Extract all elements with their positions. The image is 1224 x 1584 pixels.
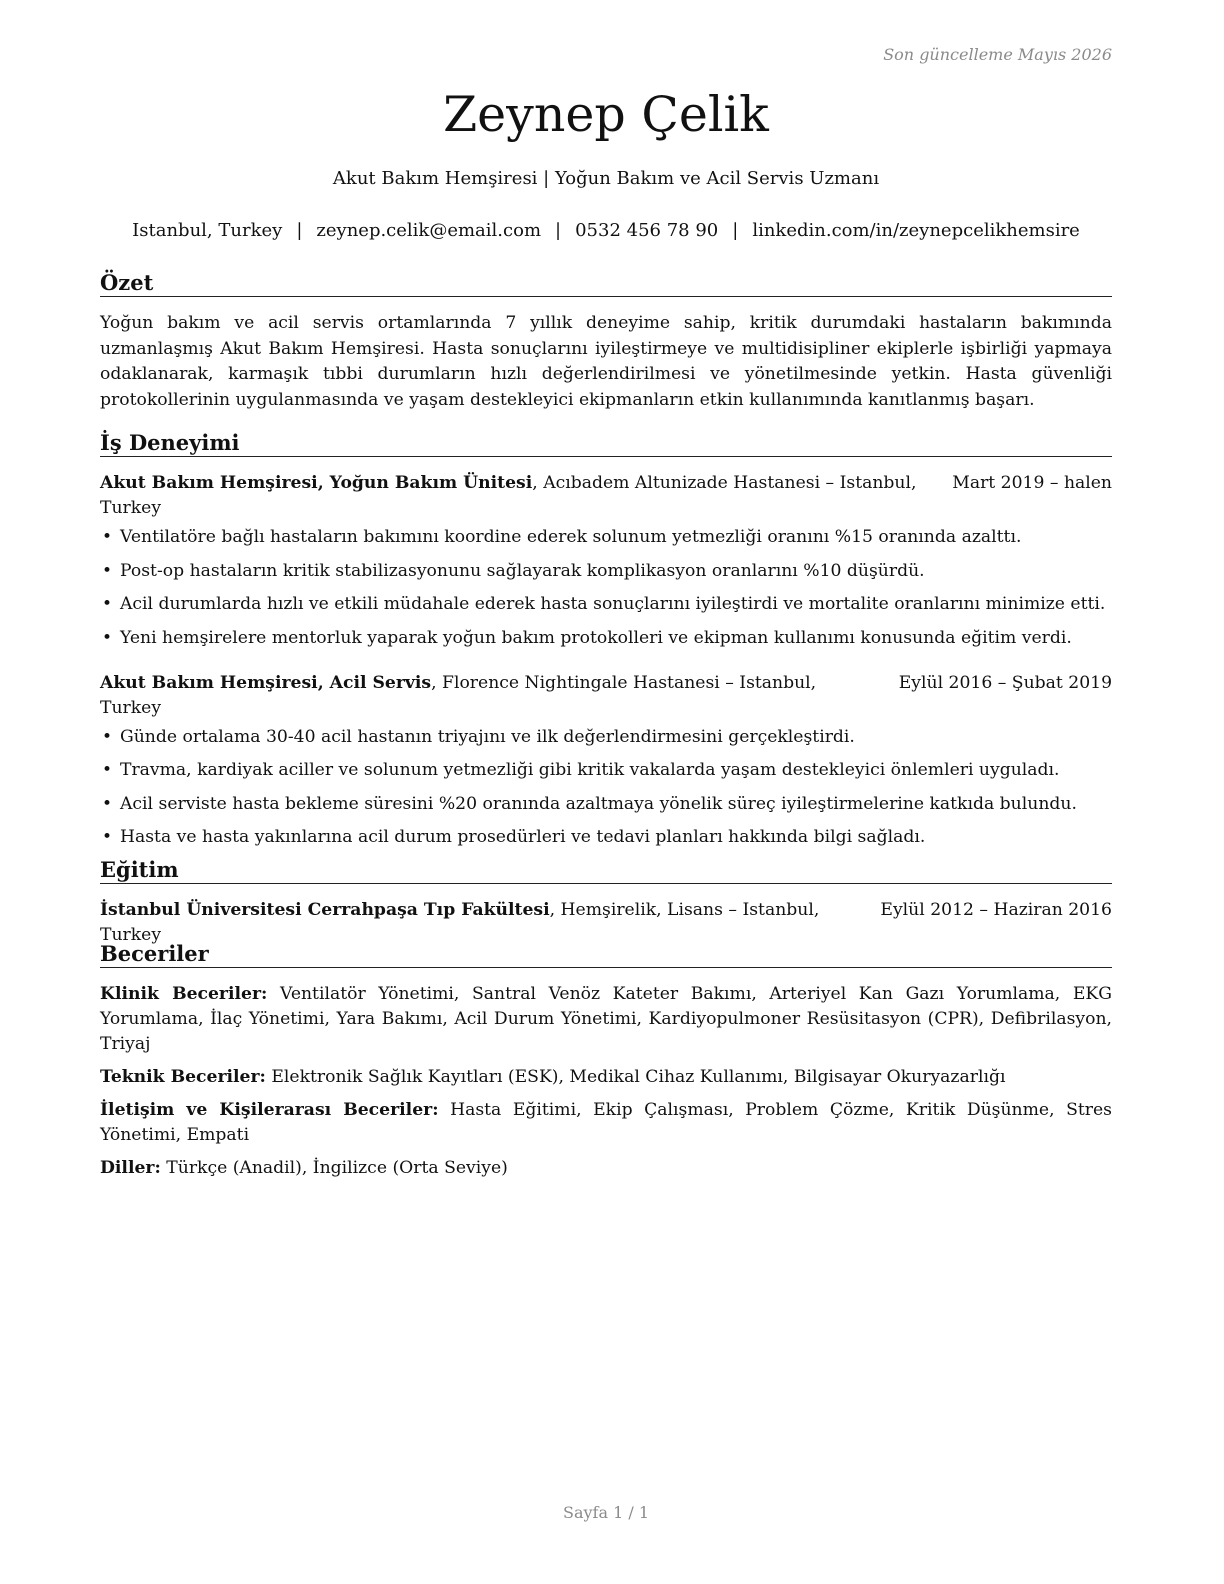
skill-label: Teknik Beceriler: — [100, 1067, 266, 1088]
job-bullet-list — [100, 725, 1112, 851]
job-role: Akut Bakım Hemşiresi, Acil Servis — [100, 672, 432, 693]
education-section — [100, 857, 1112, 948]
job-entry — [100, 671, 1112, 851]
section-title-summary: Özet — [100, 270, 1112, 297]
job-dates: Eylül 2016 – Şubat 2019 — [898, 672, 1112, 693]
page-number: Sayfa 1 / 1 — [562, 1503, 649, 1522]
job-bullet: • Hasta ve hasta yakınlarına acil durum prosedürleri ve tedavi planları hakkında bilgi sağladı. — [100, 825, 1112, 850]
section-title-experience: İş Deneyimi — [100, 430, 1112, 457]
skill-row-communication — [100, 1098, 1112, 1148]
skill-text: Türkçe (Anadil), İngilizce (Orta Seviye) — [160, 1158, 508, 1179]
job-bullet-list — [100, 525, 1112, 651]
contact-line — [100, 219, 1112, 242]
skill-row-languages — [100, 1156, 1112, 1181]
skills-section — [100, 941, 1112, 1181]
skill-text: Elektronik Sağlık Kayıtları (ESK), Medikal Cihaz Kullanımı, Bilgisayar Okuryazarlığı — [265, 1067, 1006, 1088]
job-organization: , Florence Nightingale Hastanesi – Istanbul, Turkey — [100, 672, 817, 718]
skill-text: Hasta Eğitimi, Ekip Çalışması, Problem Çözme, Kritik Düşünme, Stres Yönetimi, Empati — [100, 1100, 1112, 1146]
contact-separator: | — [296, 220, 303, 241]
job-bullet: • Post-op hastaların kritik stabilizasyonunu sağlayarak komplikasyon oranlarını %10 düşürdü. — [100, 559, 1112, 584]
candidate-name: Zeynep Çelik — [443, 86, 769, 143]
job-role: Akut Bakım Hemşiresi, Yoğun Bakım Ünitesi — [100, 473, 533, 494]
skill-row-clinical — [100, 982, 1112, 1057]
skill-label: İletişim ve Kişilerarası Beceriler: — [100, 1100, 439, 1121]
skills-list — [100, 982, 1112, 1181]
summary-section — [100, 270, 1112, 413]
job-bullet: • Acil durumlarda hızlı ve etkili müdahale ederek hasta sonuçlarını iyileştirdi ve mortalite oranlarını minimize etti. — [100, 592, 1112, 617]
job-bullet: • Ventilatöre bağlı hastaların bakımını koordine ederek solunum yetmezliği oranını %15 oranında azalttı. — [100, 525, 1112, 550]
skill-label: Klinik Beceriler: — [100, 984, 268, 1005]
experience-section — [100, 430, 1112, 859]
section-title-skills: Beceriler — [100, 941, 1112, 968]
job-title-line — [100, 671, 899, 721]
job-header — [100, 671, 1112, 721]
job-bullet: • Yeni hemşirelere mentorluk yaparak yoğun bakım protokolleri ve ekipman kullanımı konusunda eğitim verdi. — [100, 626, 1112, 651]
job-bullet: • Travma, kardiyak aciller ve solunum yetmezliği gibi kritik vakalarda yaşam destekleyici önlemleri uyguladı. — [100, 758, 1112, 783]
summary-text: Yoğun bakım ve acil servis ortamlarında 7 yıllık deneyime sahip, kritik durumdaki hastaların bakımında uzmanlaşmış Akut Bakım Hemşiresi. Hasta sonuçlarını iyileştirmeye ve multidisipliner ekiplerle işbirliği yapmaya odaklanarak, karmaşık tıbbi durumların hızlı değerlendirilmesi ve yönetilmesinde yetkin. Hasta güvenliği protokollerinin uygulanmasında ve yaşam destekleyici ekipmanların etkin kullanımında kanıtlanmış başarı. — [100, 313, 1112, 410]
contact-separator: | — [555, 220, 562, 241]
section-title-education: Eğitim — [100, 857, 1112, 884]
job-entry — [100, 471, 1112, 651]
contact-phone[interactable]: 0532 456 78 90 — [575, 220, 719, 241]
education-details: , Hemşirelik, Lisans – Istanbul, Turkey — [100, 900, 820, 946]
skill-row-technical — [100, 1065, 1112, 1090]
job-bullet: • Günde ortalama 30-40 acil hastanın triyajını ve ilk değerlendirmesini gerçekleştirdi. — [100, 725, 1112, 750]
contact-separator: | — [732, 220, 739, 241]
education-school: İstanbul Üniversitesi Cerrahpaşa Tıp Fakültesi — [100, 900, 550, 921]
job-dates: Mart 2019 – halen — [952, 473, 1112, 494]
contact-location: Istanbul, Turkey — [132, 220, 283, 241]
job-bullet: • Acil serviste hasta bekleme süresini %20 oranında azaltmaya yönelik süreç iyileştirmelerine katkıda bulundu. — [100, 792, 1112, 817]
candidate-headline: Akut Bakım Hemşiresi | Yoğun Bakım ve Acil Servis Uzmanı — [332, 168, 880, 189]
job-header — [100, 471, 1112, 521]
last-updated-note: Son güncelleme Mayıs 2026 — [883, 45, 1112, 64]
skill-label: Diller: — [100, 1158, 161, 1179]
contact-email[interactable]: zeynep.celik@email.com — [316, 220, 542, 241]
skill-text: Ventilatör Yönetimi, Santral Venöz Kateter Bakımı, Arteriyel Kan Gazı Yorumlama, EKG Yorumlama, İlaç Yönetimi, Yara Bakımı, Acil Durum Yönetimi, Kardiyopulmoner Resüsitasyon (CPR), Defibrilasyon, Triyaj — [100, 984, 1112, 1055]
job-organization: , Acıbadem Altunizade Hastanesi – Istanbul, Turkey — [100, 473, 917, 519]
contact-linkedin[interactable]: linkedin.com/in/zeynepcelikhemsire — [752, 220, 1080, 241]
resume-page — [100, 0, 1112, 1584]
job-title-line — [100, 471, 952, 521]
education-dates: Eylül 2012 – Haziran 2016 — [880, 900, 1112, 921]
